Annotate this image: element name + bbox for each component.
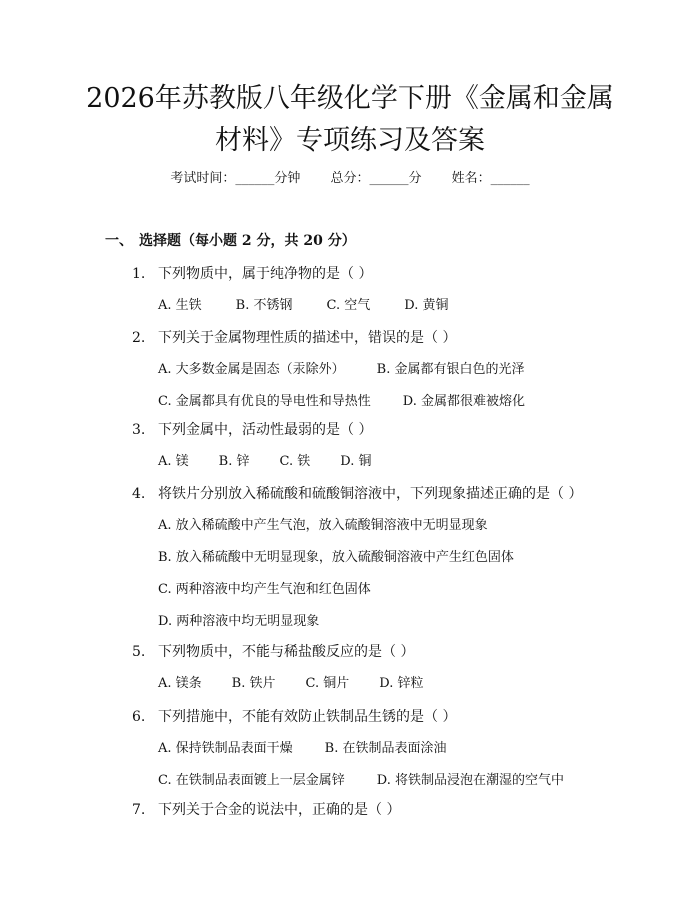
title-line-1: 2026年苏教版八年级化学下册《金属和金属	[86, 83, 614, 114]
option-row	[158, 740, 446, 758]
answer-option[interactable]: A. 镁条	[158, 676, 202, 691]
question	[132, 485, 582, 503]
answer-option[interactable]: B. 金属都有银白色的光泽	[376, 362, 525, 377]
title-line-2: 材料》专项练习及答案	[215, 125, 485, 156]
section-heading	[105, 232, 356, 250]
exam-meta	[0, 170, 700, 188]
answer-option[interactable]: D. 金属都很难被熔化	[402, 394, 525, 409]
option-row	[158, 393, 525, 411]
section-title: 选择题（每小题 2 分，共 20 分）	[139, 233, 356, 249]
option-row	[158, 297, 448, 315]
question-text: 下列金属中，活动性最弱的是（ ）	[158, 422, 373, 438]
answer-option[interactable]: C. 两种溶液中均产生气泡和红色固体	[158, 582, 371, 597]
answer-option[interactable]: B. 铁片	[231, 676, 276, 691]
option-row	[158, 453, 371, 471]
question-text: 将铁片分别放入稀硫酸和硫酸铜溶液中，下列现象描述正确的是（ ）	[158, 486, 583, 502]
answer-option[interactable]: B. 不锈钢	[235, 298, 293, 313]
answer-option[interactable]: C. 空气	[326, 298, 371, 313]
question	[132, 643, 414, 661]
question-number: 5.	[132, 644, 146, 660]
answer-option[interactable]: C. 在铁制品表面镀上一层金属锌	[158, 773, 345, 788]
answer-option[interactable]: A. 保持铁制品表面干燥	[158, 741, 293, 756]
option-row	[158, 675, 423, 693]
exam-name: 姓名：______	[451, 171, 530, 186]
answer-option[interactable]: B. 在铁制品表面涂油	[324, 741, 447, 756]
question-number: 6.	[132, 709, 146, 725]
answer-option[interactable]: D. 锌粒	[379, 676, 424, 691]
answer-option[interactable]: A. 放入稀硫酸中产生气泡，放入硫酸铜溶液中无明显现象	[158, 518, 488, 533]
answer-option[interactable]: B. 锌	[218, 454, 250, 469]
question-text: 下列物质中，不能与稀盐酸反应的是（ ）	[158, 644, 415, 660]
answer-option[interactable]: A. 镁	[158, 454, 189, 469]
answer-option[interactable]: A. 生铁	[158, 298, 202, 313]
question-number: 4.	[132, 486, 146, 502]
answer-option[interactable]: D. 铜	[340, 454, 372, 469]
question-number: 2.	[132, 330, 146, 346]
question	[132, 329, 456, 347]
question-number: 3.	[132, 422, 146, 438]
question	[132, 265, 372, 283]
option-row	[158, 549, 514, 567]
section-number: 一、	[105, 233, 133, 249]
option-row	[158, 772, 564, 790]
question-number: 1.	[132, 266, 146, 282]
answer-option[interactable]: D. 黄铜	[404, 298, 449, 313]
question-number: 7.	[132, 802, 146, 818]
page-title	[60, 78, 640, 162]
question-text: 下列物质中，属于纯净物的是（ ）	[158, 266, 373, 282]
answer-option[interactable]: D. 将铁制品浸泡在潮湿的空气中	[376, 773, 564, 788]
option-row	[158, 517, 488, 535]
answer-option[interactable]: C. 铜片	[305, 676, 350, 691]
answer-option[interactable]: D. 两种溶液中均无明显现象	[158, 614, 320, 629]
question	[132, 708, 456, 726]
option-row	[158, 581, 371, 599]
answer-option[interactable]: C. 铁	[279, 454, 311, 469]
exam-time: 考试时间：______分钟	[170, 171, 301, 186]
exam-score: 总分：______分	[330, 171, 422, 186]
question	[132, 801, 400, 819]
answer-option[interactable]: B. 放入稀硫酸中无明显现象，放入硫酸铜溶液中产生红色固体	[158, 550, 514, 565]
question-text: 下列关于金属物理性质的描述中，错误的是（ ）	[158, 330, 457, 346]
question-text: 下列关于合金的说法中，正确的是（ ）	[158, 802, 401, 818]
answer-option[interactable]: C. 金属都具有优良的导电性和导热性	[158, 394, 371, 409]
option-row	[158, 613, 319, 631]
option-row	[158, 361, 524, 379]
question	[132, 421, 372, 439]
answer-option[interactable]: A. 大多数金属是固态（汞除外）	[158, 362, 345, 377]
question-text: 下列措施中，不能有效防止铁制品生锈的是（ ）	[158, 709, 457, 725]
